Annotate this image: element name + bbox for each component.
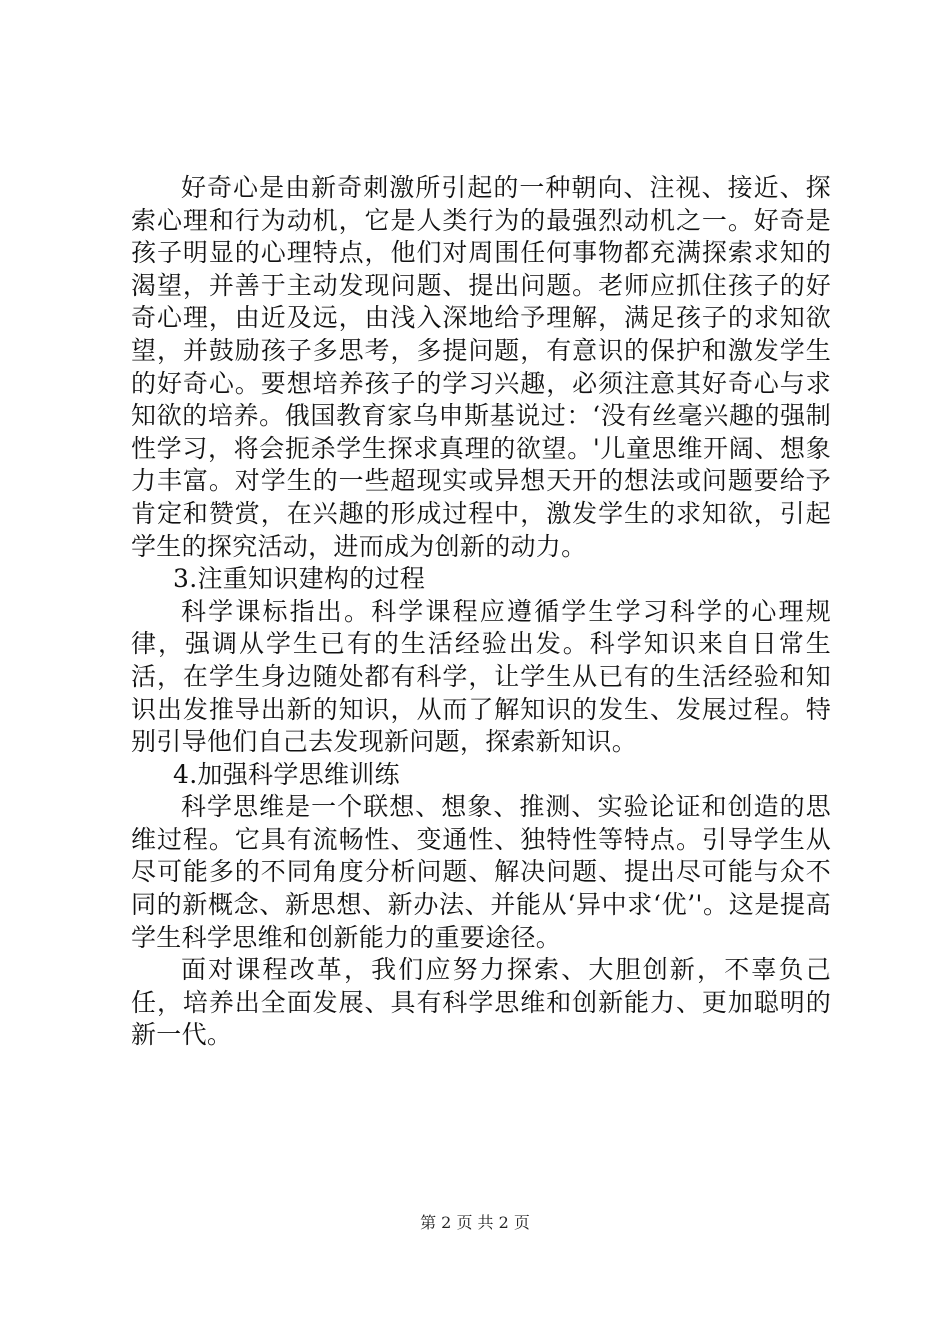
paragraph-conclusion: 面对课程改革，我们应努力探索、大胆创新，不辜负己任，培养出全面发展、具有科学思维和创新能力、更加聪明的新一代。 <box>131 955 831 1050</box>
paragraph-curiosity: 好奇心是由新奇刺激所引起的一种朝向、注视、接近、探索心理和行为动机，它是人类行为的最强烈动机之一。好奇是孩子明显的心理特点，他们对周围任何事物都充满探索求知的渴望，并善于主动发现问题、提出问题。老师应抓住孩子的好奇心理，由近及远，由浅入深地给予理解，满足孩子的求知欲望，并鼓励孩子多思考，多提问题，有意识的保护和激发学生的好奇心。要想培养孩子的学习兴趣，必须注意其好奇心与求知欲的培养。俄国教育家乌申斯基说过：‘没有丝毫兴趣的强制性学习，将会扼杀学生探求真理的欲望。'儿童思维开阔、想象力丰富。对学生的一些超现实或异想天开的想法或问题要给予肯定和赞赏，在兴趣的形成过程中，激发学生的求知欲，引起学生的探究活动，进而成为创新的动力。 <box>131 173 831 561</box>
section-heading-4: 4.加强科学思维训练 <box>173 759 400 789</box>
paragraph-scientific-thinking: 科学思维是一个联想、想象、推测、实验论证和创造的思维过程。它具有流畅性、变通性、独特性等特点。引导学生从尽可能多的不同角度分析问题、解决问题、提出尽可能与众不同的新概念、新思想、新办法、并能从‘异中求‘优’'。这是提高学生科学思维和创新能力的重要途径。 <box>131 792 831 952</box>
section-heading-3: 3.注重知识建构的过程 <box>173 564 426 594</box>
page-footer: 第 2 页 共 2 页 <box>420 1213 530 1232</box>
paragraph-knowledge-construction: 科学课标指出。科学课程应遵循学生学习科学的心理规律，强调从学生已有的生活经验出发。科学知识来自日常生活，在学生身边随处都有科学，让学生从已有的生活经验和知识出发推导出新的知识，从而了解知识的发生、发展过程。特别引导他们自己去发现新问题，探索新知识。 <box>131 596 831 757</box>
document-body <box>131 172 831 1052</box>
